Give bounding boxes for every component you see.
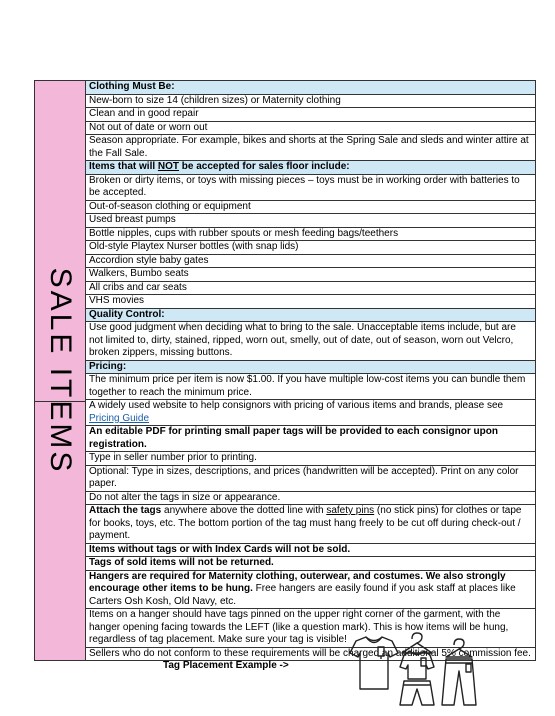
- pricing-guide-link[interactable]: Pricing Guide: [89, 412, 150, 424]
- list-item: Items without tags or with Index Cards will not be sold.: [86, 543, 536, 557]
- tag-placement-label: Tag Placement Example ->: [163, 660, 289, 671]
- pricing-header: Pricing:: [86, 360, 536, 374]
- list-item: Not out of date or worn out: [86, 121, 536, 135]
- list-item: [86, 570, 536, 609]
- list-item: Accordion style baby gates: [86, 254, 536, 268]
- table-row: [35, 505, 536, 544]
- table-row: [35, 308, 536, 322]
- list-item: Out-of-season clothing or equipment: [86, 200, 536, 214]
- attach-bold: Attach the tags: [89, 505, 162, 516]
- list-item: Clean and in good repair: [86, 108, 536, 122]
- attach-rest: (no stick pins) for clothes or tape for books, toys, etc. The bottom portion of the tag must hang freely to be cut off during check-out / payment.: [89, 505, 522, 541]
- clothing-illustration: [342, 631, 522, 707]
- hangers-rest: Free hangers are easily found if you ask staff at places like Carters Osh Kosh, Old Navy, etc.: [89, 583, 516, 607]
- table-row: [35, 227, 536, 241]
- table-row: [35, 94, 536, 108]
- table-row: [35, 135, 536, 161]
- pants-icon: [400, 681, 434, 705]
- list-item: Type in seller number prior to printing.: [86, 452, 536, 466]
- side-label: SALE ITEMS: [44, 267, 77, 474]
- side-label-cell: [35, 81, 86, 661]
- table-row: [35, 108, 536, 122]
- list-item: Tags of sold items will not be returned.: [86, 557, 536, 571]
- list-item: All cribs and car seats: [86, 281, 536, 295]
- pricing-text: A widely used website to help consignors with pricing of various items and brands, please see: [89, 400, 504, 411]
- list-item: Optional: Type in sizes, descriptions, and prices (handwritten will be accepted). Print on any color paper.: [86, 465, 536, 491]
- list-item: Broken or dirty items, or toys with missing pieces – toys must be in working order with batteries to be accepted.: [86, 174, 536, 200]
- list-item: [86, 505, 536, 544]
- list-item: [86, 400, 536, 426]
- table-row: [35, 557, 536, 571]
- not-accepted-not: NOT: [157, 161, 180, 172]
- table-row: [35, 214, 536, 228]
- list-item: An editable PDF for printing small paper tags will be provided to each consignor upon registration.: [86, 426, 536, 452]
- table-row: [35, 400, 536, 426]
- table-row: [35, 161, 536, 175]
- tshirt-icon: [350, 637, 398, 689]
- not-accepted-pre: Items that will: [89, 161, 158, 172]
- sale-items-table: [34, 80, 536, 661]
- table-row: [35, 268, 536, 282]
- list-item: Bottle nipples, cups with rubber spouts or mesh feeding bags/teethers: [86, 227, 536, 241]
- hangers-bold: Hangers are required for Maternity clothing, outerwear, and costumes. We also strongly encourage other items to be hung.: [89, 570, 506, 594]
- table-row: [35, 543, 536, 557]
- list-item: Used breast pumps: [86, 214, 536, 228]
- table-row: [35, 174, 536, 200]
- not-accepted-header: [86, 161, 536, 175]
- table-row: [35, 570, 536, 609]
- list-item: The minimum price per item is now $1.00. If you have multiple low-cost items you can bundle them together to reach the minimum price.: [86, 374, 536, 400]
- table-row: [35, 200, 536, 214]
- list-item: VHS movies: [86, 295, 536, 309]
- hanger-shirt-icon: [400, 633, 434, 679]
- table-row: [35, 322, 536, 361]
- table-row: [35, 121, 536, 135]
- table-row: [35, 295, 536, 309]
- quality-header: Quality Control:: [86, 308, 536, 322]
- table-row: [35, 81, 536, 95]
- table-row: [35, 426, 536, 452]
- list-item: Sellers who do not conform to these requirements will be charged an additional 5% commission fee.: [86, 647, 536, 661]
- safety-pins: safety pins: [326, 505, 375, 516]
- table-row: [35, 491, 536, 505]
- table-row: [35, 254, 536, 268]
- attach-mid: anywhere above the dotted line with: [161, 505, 327, 516]
- list-item: Do not alter the tags in size or appearance.: [86, 491, 536, 505]
- not-accepted-post: be accepted for sales floor include:: [179, 161, 350, 172]
- clothing-header: Clothing Must Be:: [86, 81, 536, 95]
- table-row: [35, 281, 536, 295]
- list-item: Walkers, Bumbo seats: [86, 268, 536, 282]
- list-item: Season appropriate. For example, bikes and shorts at the Spring Sale and sleds and winter attire at the Fall Sale.: [86, 135, 536, 161]
- list-item: Use good judgment when deciding what to bring to the sale. Unacceptable items include, but are not limited to, dirty, stained, ripped, worn out, smelly, out of date, out of season, worn out Velcro, broken zippers, missing buttons.: [86, 322, 536, 361]
- pants-icon: [442, 639, 476, 705]
- table-row: [35, 241, 536, 255]
- list-item: New-born to size 14 (children sizes) or Maternity clothing: [86, 94, 536, 108]
- table-row: [35, 465, 536, 491]
- list-item: Old-style Playtex Nurser bottles (with snap lids): [86, 241, 536, 255]
- table-row: [35, 452, 536, 466]
- list-item: Items on a hanger should have tags pinned on the upper right corner of the garment, with the hanger opening facing towards the LEFT (like a question mark). This is how items will be hung, regardless of tag placement. Make sure your tag is visible!: [86, 609, 536, 648]
- sale-items-sheet: [34, 80, 536, 661]
- table-row: [35, 360, 536, 374]
- table-row: [35, 374, 536, 400]
